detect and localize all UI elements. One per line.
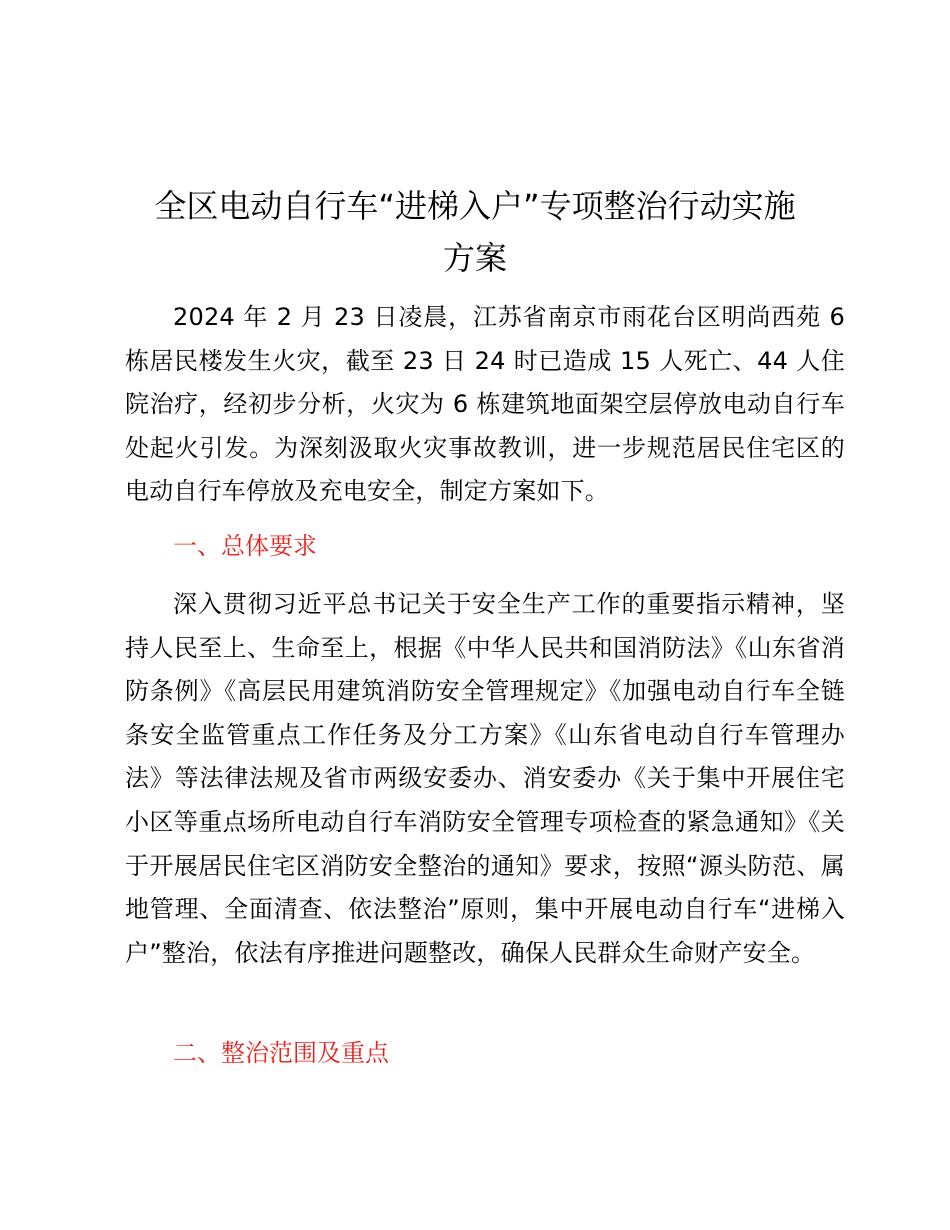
section-1-paragraph: 深入贯彻习近平总书记关于安全生产工作的重要指示精神，坚持人民至上、生命至上，根据《中华人民共和国消防法》《山东省消防条例》《高层民用建筑消防安全管理规定》《加强电动自行车全链条安全监管重点工作任务及分工方案》《山东省电动自行车管理办法》等法律法规及省市两级安委办、消安委办《关于集中开展住宅小区等重点场所电动自行车消防安全管理专项检查的紧急通知》《关于开展居民住宅区消防安全整治的通知》要求，按照“源头防范、属地管理、全面清查、依法整治”原则，集中开展电动自行车“进梯入户”整治，依法有序推进问题整改，确保人民群众生命财产安全。 [125, 590, 845, 967]
section-1-heading: 一、总体要求 [173, 532, 317, 560]
section-2-heading: 二、整治范围及重点 [173, 1039, 389, 1067]
document-title-line-2: 方案 [442, 239, 507, 277]
intro-paragraph: 2024 年 2 月 23 日凌晨，江苏省南京市雨花台区明尚西苑 6 栋居民楼发生火灾，截至 23 日 24 时已造成 15 人死亡、44 人住院治疗，经初步分析，火灾为 6 栋建筑地面架空层停放电动自行车处起火引发。为深刻汲取火灾事故教训，进一步规范居民住宅区的电动自行车停放及充电安全，制定方案如下。 [125, 303, 845, 506]
document-title-line-1: 全区电动自行车“进梯入户”专项整治行动实施 [154, 187, 796, 225]
